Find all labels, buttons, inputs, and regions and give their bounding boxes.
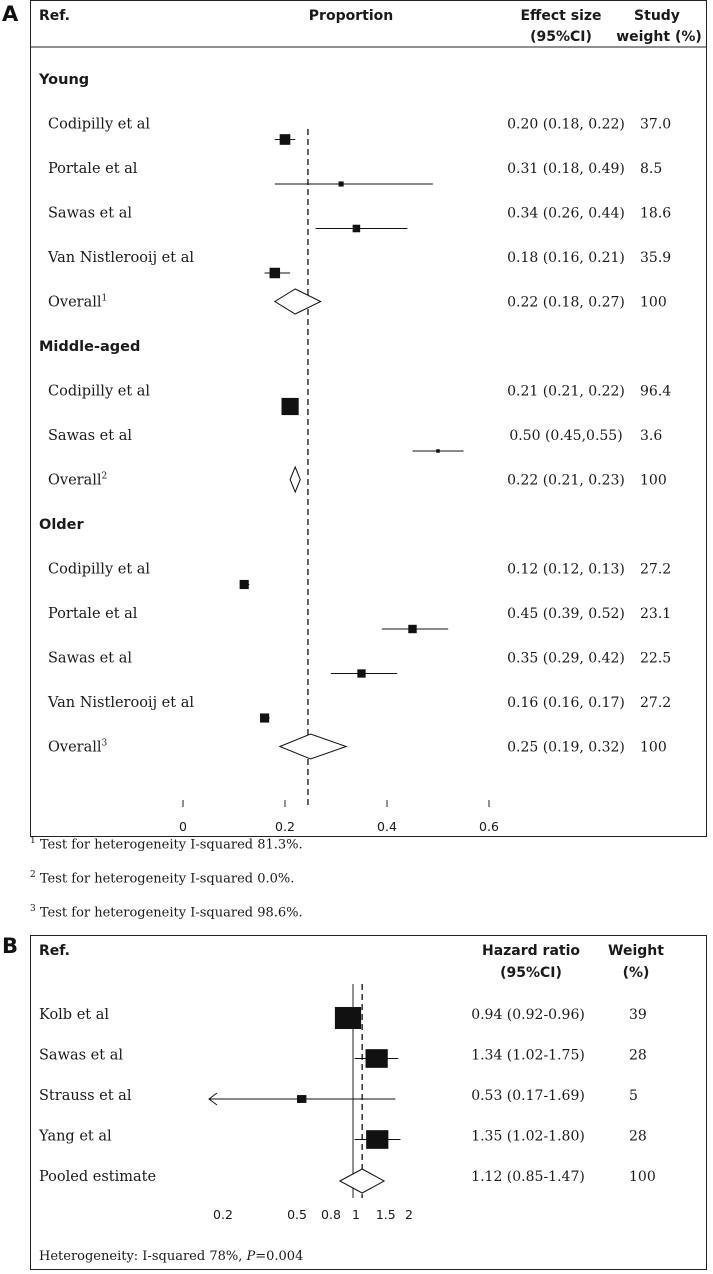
effect-size-text: 0.12 (0.12, 0.13) bbox=[507, 561, 625, 578]
study-label: Codipilly et al bbox=[48, 116, 151, 133]
pooled-diamond bbox=[275, 289, 321, 314]
hazard-ratio-text: 0.53 (0.17-1.69) bbox=[471, 1088, 585, 1104]
pooled-diamond bbox=[290, 467, 300, 492]
effect-size-text: 0.35 (0.29, 0.42) bbox=[507, 650, 625, 667]
x-tick-label: 0.2 bbox=[213, 1207, 233, 1222]
x-tick-label: 0.8 bbox=[321, 1207, 341, 1222]
study-label: Portale et al bbox=[48, 161, 138, 177]
overall-effect-text: 0.25 (0.19, 0.32) bbox=[507, 739, 625, 756]
point-estimate-marker bbox=[366, 1130, 388, 1149]
col-header-hazard-ci: (95%CI) bbox=[500, 965, 562, 981]
overall-label: Overall$^1$ bbox=[48, 293, 108, 311]
study-label: Sawas et al bbox=[48, 650, 132, 667]
point-estimate-marker bbox=[339, 181, 344, 186]
effect-size-text: 0.50 (0.45,0.55) bbox=[509, 428, 623, 444]
col-header-weight-pct-b: (%) bbox=[622, 965, 650, 981]
study-label: Strauss et al bbox=[39, 1088, 132, 1104]
forest-plot-b bbox=[30, 935, 707, 1270]
group-heading: Older bbox=[39, 517, 84, 533]
overall-label: Overall$^3$ bbox=[48, 738, 108, 756]
study-label: Sawas et al bbox=[48, 428, 132, 444]
study-weight-text: 39 bbox=[629, 1007, 647, 1023]
point-estimate-marker bbox=[297, 1095, 306, 1103]
study-label: Van Nistlerooij et al bbox=[48, 250, 194, 266]
forest-plot-a-canvas bbox=[31, 1, 706, 836]
effect-size-text: 0.45 (0.39, 0.52) bbox=[507, 606, 625, 622]
effect-size-text: 0.31 (0.18, 0.49) bbox=[507, 161, 625, 177]
footnote-a-2: $^2$ Test for heterogeneity I-squared 0.0%. bbox=[30, 870, 295, 887]
point-estimate-marker bbox=[280, 134, 291, 145]
col-header-weight-pct: weight (%) bbox=[616, 29, 702, 45]
overall-effect-text: 0.22 (0.21, 0.23) bbox=[507, 472, 625, 489]
col-header-proportion: Proportion bbox=[308, 8, 394, 24]
x-tick-label: 2 bbox=[405, 1207, 413, 1222]
point-estimate-marker bbox=[260, 713, 269, 722]
overall-weight-text: 100 bbox=[640, 739, 667, 756]
col-header-hazard-ratio: Hazard ratio bbox=[481, 943, 581, 959]
effect-size-text: 0.21 (0.21, 0.22) bbox=[507, 383, 625, 400]
point-estimate-marker bbox=[240, 580, 249, 589]
col-header-weight-b: Weight bbox=[608, 943, 664, 959]
point-estimate-marker bbox=[357, 669, 365, 677]
study-weight-text: 8.5 bbox=[640, 161, 663, 177]
study-label: Kolb et al bbox=[39, 1007, 110, 1023]
point-estimate-marker bbox=[282, 398, 299, 415]
overall-effect-text: 0.22 (0.18, 0.27) bbox=[507, 294, 625, 311]
point-estimate-marker bbox=[436, 449, 440, 453]
pooled-diamond bbox=[280, 734, 346, 759]
group-heading: Young bbox=[39, 72, 90, 88]
study-weight-text: 35.9 bbox=[640, 250, 672, 266]
point-estimate-marker bbox=[335, 1007, 361, 1029]
x-tick-label: 0.5 bbox=[287, 1207, 307, 1222]
x-tick-label: 0.2 bbox=[275, 819, 295, 834]
study-weight-text: 27.2 bbox=[640, 561, 672, 578]
study-label: Codipilly et al bbox=[48, 561, 151, 578]
study-weight-text: 3.6 bbox=[640, 428, 663, 444]
study-weight-text: 22.5 bbox=[640, 650, 672, 667]
effect-size-text: 0.34 (0.26, 0.44) bbox=[507, 205, 625, 222]
pooled-effect-text: 1.12 (0.85-1.47) bbox=[471, 1169, 585, 1185]
col-header-effect-ci: (95%CI) bbox=[530, 29, 592, 45]
study-label: Codipilly et al bbox=[48, 383, 151, 400]
panel-a-label: A bbox=[2, 2, 19, 26]
study-label: Van Nistlerooij et al bbox=[48, 695, 194, 711]
x-tick-label: 1 bbox=[352, 1207, 360, 1222]
footnote-a-3: $^3$ Test for heterogeneity I-squared 98.6%. bbox=[30, 904, 303, 921]
study-label: Sawas et al bbox=[39, 1047, 123, 1064]
study-weight-text: 23.1 bbox=[640, 606, 672, 622]
study-weight-text: 28 bbox=[629, 1047, 647, 1064]
point-estimate-marker bbox=[270, 268, 280, 278]
study-weight-text: 18.6 bbox=[640, 205, 672, 222]
study-weight-text: 5 bbox=[629, 1088, 638, 1104]
pooled-label: Pooled estimate bbox=[39, 1169, 157, 1185]
col-header-ref-b: Ref. bbox=[39, 943, 70, 959]
study-weight-text: 28 bbox=[629, 1128, 647, 1145]
hazard-ratio-text: 0.94 (0.92-0.96) bbox=[471, 1007, 585, 1023]
study-label: Sawas et al bbox=[48, 205, 132, 222]
study-weight-text: 27.2 bbox=[640, 695, 672, 711]
study-label: Yang et al bbox=[39, 1128, 112, 1145]
x-tick-label: 1.5 bbox=[375, 1207, 396, 1222]
pooled-diamond bbox=[340, 1169, 384, 1193]
forest-plot-b-canvas bbox=[31, 936, 706, 1269]
study-label: Portale et al bbox=[48, 606, 138, 622]
point-estimate-marker bbox=[353, 225, 361, 233]
overall-weight-text: 100 bbox=[640, 472, 667, 489]
x-tick-label: 0.6 bbox=[479, 819, 499, 834]
effect-size-text: 0.20 (0.18, 0.22) bbox=[507, 116, 625, 133]
point-estimate-marker bbox=[366, 1049, 388, 1068]
hazard-ratio-text: 1.35 (1.02-1.80) bbox=[471, 1128, 585, 1145]
heterogeneity-note: Heterogeneity: I-squared 78%, P=0.004 bbox=[39, 1249, 304, 1264]
group-heading: Middle-aged bbox=[39, 339, 141, 355]
col-header-study-weight: Study bbox=[634, 8, 680, 24]
effect-size-text: 0.18 (0.16, 0.21) bbox=[507, 250, 625, 266]
col-header-ref: Ref. bbox=[39, 8, 70, 24]
pooled-weight-text: 100 bbox=[629, 1169, 656, 1185]
point-estimate-marker bbox=[408, 625, 416, 633]
x-tick-label: 0 bbox=[179, 819, 187, 834]
panel-b-label: B bbox=[2, 934, 19, 958]
overall-weight-text: 100 bbox=[640, 294, 667, 311]
footnote-a-1: $^1$ Test for heterogeneity I-squared 81.3%. bbox=[30, 836, 303, 853]
overall-label: Overall$^2$ bbox=[48, 471, 108, 489]
effect-size-text: 0.16 (0.16, 0.17) bbox=[507, 695, 625, 711]
col-header-effect-size: Effect size bbox=[520, 8, 602, 24]
forest-plot-a bbox=[30, 0, 707, 837]
study-weight-text: 37.0 bbox=[640, 116, 672, 133]
x-tick-label: 0.4 bbox=[377, 819, 397, 834]
hazard-ratio-text: 1.34 (1.02-1.75) bbox=[471, 1047, 585, 1064]
study-weight-text: 96.4 bbox=[640, 383, 672, 400]
